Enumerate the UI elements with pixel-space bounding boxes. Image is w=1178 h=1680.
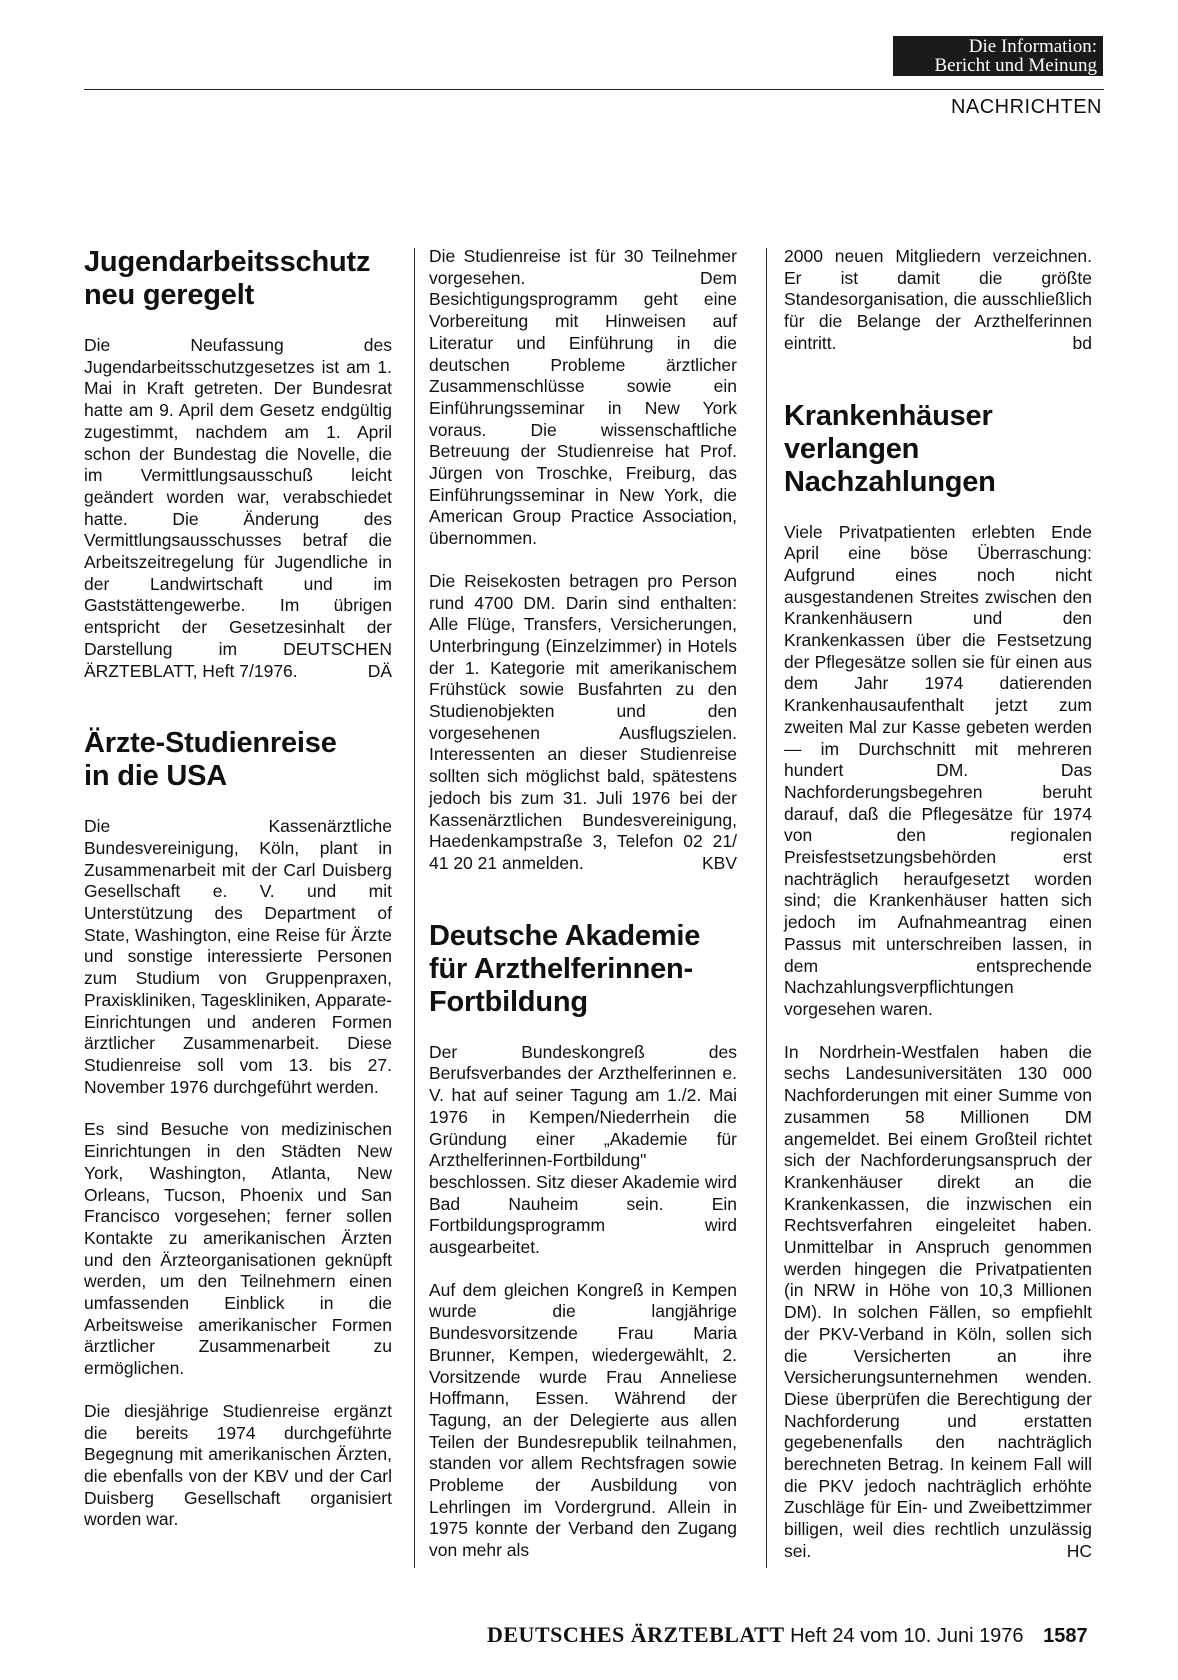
column-divider-2 (766, 248, 767, 1568)
article-paragraph: Die Kassenärztliche Bundesvereinigung, Köln, plant in Zusammenarbeit mit der Carl Duisberg Gesellschaft e. V. und mit Unterstützung des Department of State, Washington, eine Reise für Ärzte und sonstige interessierte Personen zum Studium von Gruppenpraxen, Praxiskliniken, Tageskliniken, Apparate-Einrichtungen und anderen Formen ärztlicher Zusammenarbeit. Diese Studienreise soll vom 13. bis 27. November 1976 durchgeführt werden. (84, 816, 392, 1097)
issue-info: Heft 24 vom 10. Juni 1976 (790, 1625, 1024, 1647)
article-paragraph: Viele Privatpatienten erlebten Ende April eine böse Überraschung: Aufgrund eines noch nicht ausgestandenen Streites zwischen den Krankenhäusern und den Krankenkassen über die Festsetzung der Pflegesätze sollen sie für einen aus dem Jahr 1974 datierenden Krankenhausaufenthalt jetzt zum zweiten Mal zur Kasse gebeten werden — im Durchschnitt mit mehreren hundert DM. Das Nachforderungsbegehren beruht darauf, daß die Pflegesätze für 1974 von den regionalen Preisfestsetzungsbehörden erst nachträglich heraufgesetzt worden sind; die Krankenhäuser hatten sich jedoch im Aufnahmeantrag einen Passus mit unterschreiben lassen, in dem entsprechende Nachzahlungsverpflichtungen vorgesehen waren. (784, 521, 1092, 1019)
author-signature: HC (1066, 1540, 1092, 1561)
column-2 (429, 246, 737, 1562)
section-header-box (893, 36, 1103, 76)
author-signature: DÄ (367, 660, 392, 681)
article-paragraph: 2000 neuen Mitgliedern verzeichnen. Er ist damit die größte Standesorganisation, die ausschließlich für die Belange der Arzthelferinnen eintritt. bd (784, 246, 1092, 353)
article-paragraph: In Nordrhein-Westfalen haben die sechs Landesuniversitäten 130 000 Nachforderungen mit einer Summe von zusammen 58 Millionen DM angemeldet. Bei einem Großteil richtet sich der Nachforderungsanspruch der Krankenhäuser direkt an die Krankenkassen, die inzwischen ein Rechtsverfahren eingeleitet haben. Unmittelbar in Anspruch genommen werden hingegen die Privatpatienten (in NRW in Höhe von 10,3 Millionen DM). In solchen Fällen, so empfiehlt der PKV-Verband in Köln, sollen sich die Versicherten an ihre Versicherungsunternehmen wenden. Diese überprüfen die Berechtigung der Nachforderung und erstatten gegebenenfalls den nachträglich berechneten Betrag. In keinem Fall will die PKV jedoch nachträglich erhöhte Zuschläge für Ein- und Zweibettzimmer billigen, weil dies rechtlich unzulässig sei. HC (784, 1041, 1092, 1561)
section-label: NACHRICHTEN (950, 96, 1102, 118)
article-title-studienreise: Ärzte-Studienreise in die USA (84, 727, 337, 793)
article-paragraph: Die diesjährige Studienreise ergänzt die bereits 1974 durchgeführte Begegnung mit amerikanischen Ärzten, die ebenfalls von der KBV und der Carl Duisberg Gesellschaft organisiert worden war. (84, 1400, 392, 1530)
article-title-krankenhaeuser: Krankenhäuser verlangen Nachzahlungen (784, 399, 996, 498)
author-signature: bd (1072, 332, 1092, 353)
column-1 (84, 246, 392, 1531)
article-title-jugendarbeitsschutz: Jugendarbeitsschutz neu geregelt (84, 246, 371, 311)
article-title-akademie: Deutsche Akademie für Arzthelferinnen- Fortbildung (429, 919, 701, 1018)
page-number: 1587 (1043, 1625, 1088, 1647)
article-paragraph: Die Reisekosten betragen pro Person rund 4700 DM. Darin sind enthalten: Alle Flüge, Transfers, Versicherungen, Unterbringung (Einzelzimmer) in Hotels der 1. Kategorie mit amerikanischem Frühstück sowie Busfahrten zu den Studienobjekten und den vorgesehenen Ausflugszielen. Interessenten an dieser Studienreise sollten sich möglichst bald, spätestens jedoch bis zum 31. Juli 1976 bei der Kassenärztlichen Bundesvereinigung, Haedenkampstraße 3, Telefon 02 21/ 41 20 21 anmelden. KBV (429, 570, 737, 873)
article-paragraph: Auf dem gleichen Kongreß in Kempen wurde die langjährige Bundesvorsitzende Frau Maria Brunner, Kempen, wiedergewählt, 2. Vorsitzende wurde Frau Anneliese Hoffmann, Essen. Während der Tagung, an der Delegierte aus allen Teilen der Bundesrepublik teilnahmen, standen vor allem Rechtsfragen sowie Probleme der Ausbildung von Lehrlingen im Vordergrund. Allein in 1975 konnte der Verband den Zugang von mehr als (429, 1279, 737, 1561)
header-rule (84, 89, 1104, 90)
journal-name: DEUTSCHES ÄRZTEBLATT (487, 1622, 785, 1647)
header-box-line2: Bericht und Meinung (934, 55, 1097, 76)
article-paragraph: Der Bundeskongreß des Berufsverbandes der Arzthelferinnen e. V. hat auf seiner Tagung am 1./2. Mai 1976 in Kempen/Niederrhein die Gründung einer „Akademie für Arzthelferinnen-Fortbildung" beschlossen. Sitz dieser Akademie wird Bad Nauheim sein. Ein Fortbildungsprogramm wird ausgearbeitet. (429, 1041, 737, 1258)
header-box-line1: Die Information: (968, 36, 1097, 57)
author-signature: KBV (701, 852, 737, 873)
article-paragraph: Es sind Besuche von medizinischen Einrichtungen in den Städten New York, Washington, Atlanta, New Orleans, Tucson, Phoenix und San Francisco vorgesehen; ferner sollen Kontakte zu amerikanischen Ärzten und den Ärzteorganisationen geknüpft werden, um den Teilnehmern einen umfassenden Einblick in die Arbeitsweise amerikanischer Formen ärztlicher Zusammenarbeit zu ermöglichen. (84, 1119, 392, 1379)
article-paragraph: Die Studienreise ist für 30 Teilnehmer vorgesehen. Dem Besichtigungsprogramm geht eine Vorbereitung mit Hinweisen auf Literatur und Einführung in die deutschen Probleme ärztlicher Zusammenschlüsse sowie ein Einführungsseminar in New York voraus. Die wissenschaftliche Betreuung der Studienreise hat Prof. Jürgen von Troschke, Freiburg, das Einführungsseminar in New York, die American Group Practice Association, übernommen. (429, 246, 737, 549)
article-paragraph: Die Neufassung des Jugendarbeitsschutzgesetzes ist am 1. Mai in Kraft getreten. Der Bundesrat hatte am 9. April dem Gesetz endgültig zugestimmt, nachdem am 1. April schon der Bundestag die Novelle, die im Vermittlungsausschuß leicht geändert worden war, verabschiedet hatte. Die Änderung des Vermittlungsausschusses betraf die Arbeitszeitregelung für Jugendliche in der Landwirtschaft und im Gaststättengewerbe. Im übrigen entspricht der Gesetzesinhalt der Darstellung im DEUTSCHEN ÄRZTEBLATT, Heft 7/1976. DÄ (84, 335, 392, 681)
column-divider-1 (414, 248, 415, 1568)
column-3 (784, 246, 1092, 1563)
page-footer (487, 1622, 1088, 1648)
